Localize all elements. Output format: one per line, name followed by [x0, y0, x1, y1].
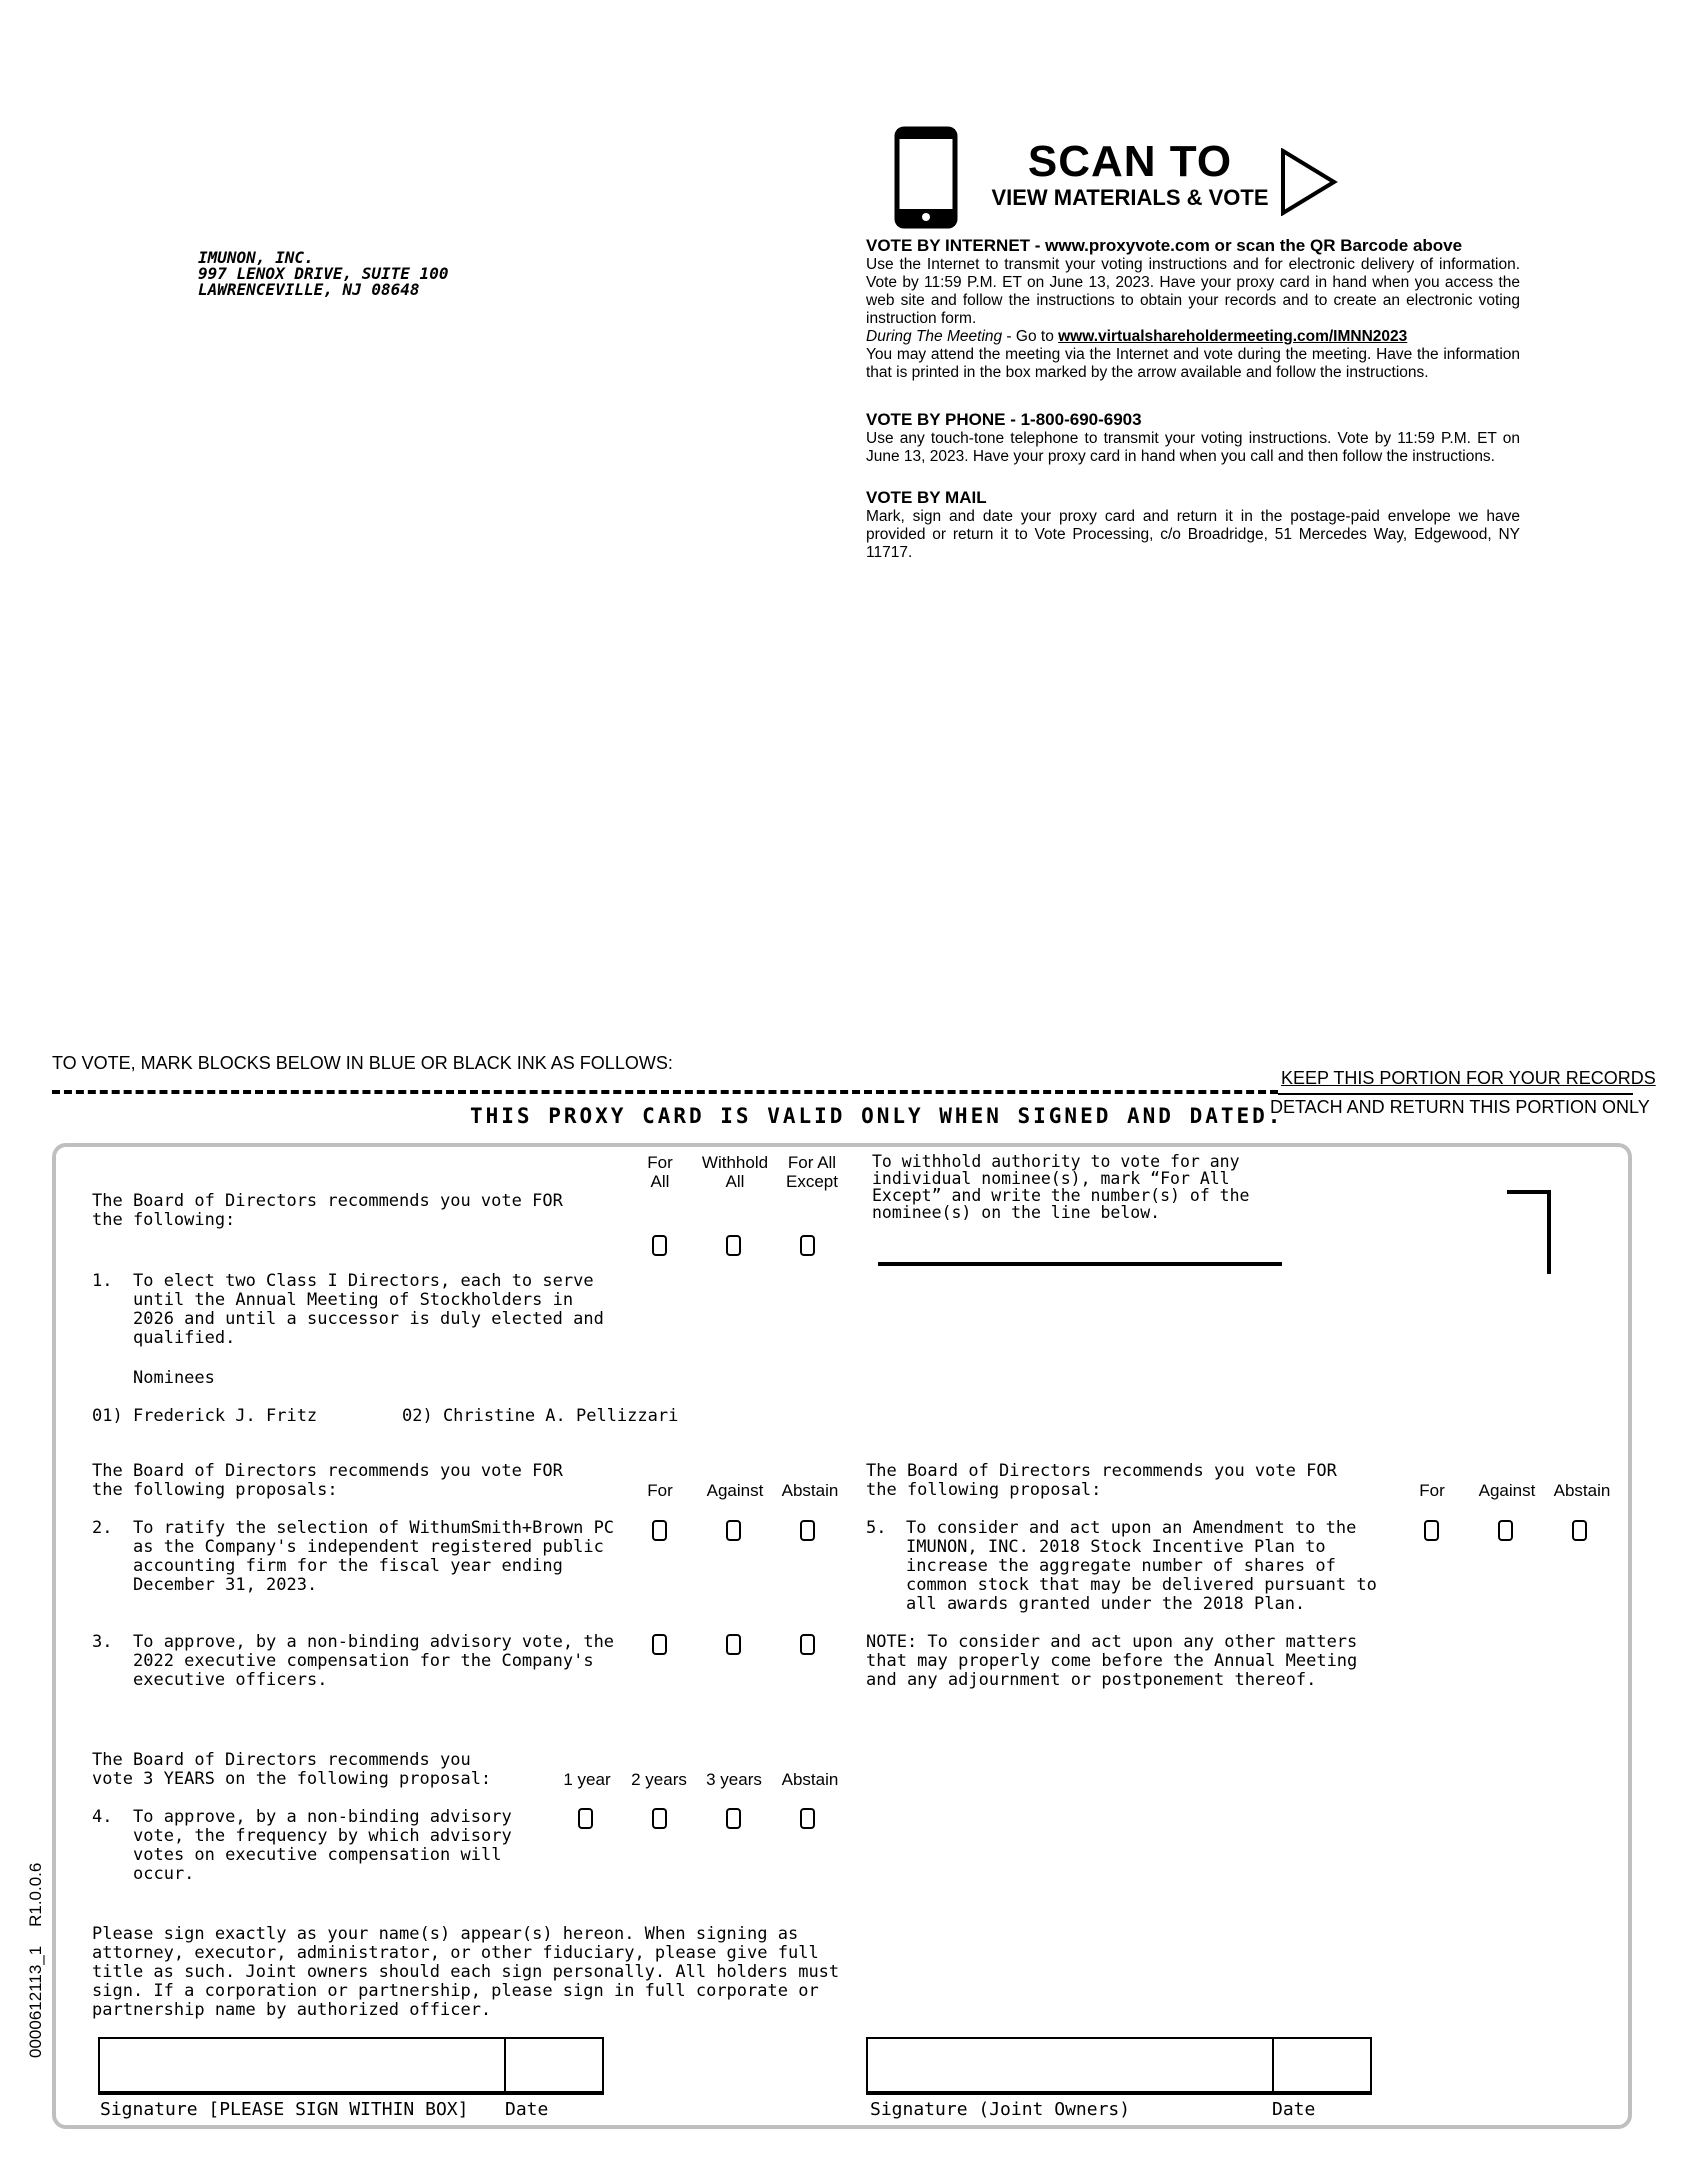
col-2years: 2 years — [631, 1770, 687, 1789]
detach-line-right — [1278, 1093, 1633, 1095]
item4-text: To approve, by a non-binding advisory vote, the frequency by which advisory votes on executive compensation will occur. — [133, 1807, 512, 1884]
item4-number: 4. — [92, 1807, 113, 1827]
recommend-section3: The Board of Directors recommends you vote FOR the following proposal: — [866, 1461, 1337, 1500]
meeting-line — [866, 328, 1520, 346]
company-address-line1: 997 LENOX DRIVE, SUITE 100 — [198, 264, 449, 283]
col-against-s3: Against — [1478, 1481, 1536, 1500]
item3-text: To approve, by a non-binding advisory vote, the 2022 executive compensation for the Company's executive officers. — [133, 1632, 615, 1690]
scan-subtitle: VIEW MATERIALS & VOTE — [991, 185, 1269, 210]
vote-internet-heading: VOTE BY INTERNET - www.proxyvote.com or scan the QR Barcode above — [866, 236, 1463, 255]
checkbox-item3-abstain[interactable] — [800, 1634, 815, 1655]
nominee-number-line[interactable] — [878, 1262, 1282, 1266]
scan-title: SCAN TO — [1027, 137, 1233, 186]
col-3years: 3 years — [706, 1770, 762, 1789]
item5-text: To consider and act upon an Amendment to the IMUNON, INC. 2018 Stock Incentive Plan to increase the aggregate number of shares of common stock that may be delivered pursuant to all awards granted under the 2018 Plan. — [906, 1518, 1377, 1614]
signature-label: Signature [PLEASE SIGN WITHIN BOX] — [100, 2099, 469, 2120]
col-for-all-except: For All Except — [786, 1153, 838, 1191]
vote-mail-body: Mark, sign and date your proxy card and return it in the postage-paid envelope we have provided or return it to Vote Processing, c/o Broadridge, 51 Mercedes Way, Edgewood, NY 11717. — [866, 508, 1520, 561]
col-for-s2: For — [647, 1481, 673, 1500]
mark-instructions: TO VOTE, MARK BLOCKS BELOW IN BLUE OR BLACK INK AS FOLLOWS: — [52, 1053, 673, 1073]
checkbox-item4-2years[interactable] — [652, 1808, 667, 1829]
note-text: NOTE: To consider and act upon any other matters that may properly come before the Annual Meeting and any adjournment or postponement thereof. — [866, 1632, 1358, 1690]
checkbox-item3-for[interactable] — [652, 1634, 667, 1655]
checkbox-item2-against[interactable] — [726, 1520, 741, 1541]
phone-icon — [894, 126, 958, 229]
meeting-url-link[interactable]: www.virtualshareholdermeeting.com/IMNN2023 — [1058, 328, 1408, 345]
vote-phone-body: Use any touch-tone telephone to transmit your voting instructions. Vote by 11:59 P.M. ET on June 13, 2023. Have your proxy card in hand when you call and then follow the instructions. — [866, 430, 1520, 465]
valid-notice: THIS PROXY CARD IS VALID ONLY WHEN SIGNED AND DATED. — [470, 1104, 1284, 1128]
nominee-1: 01) Frederick J. Fritz — [92, 1406, 318, 1426]
detach-portion-label: DETACH AND RETURN THIS PORTION ONLY — [1270, 1097, 1650, 1117]
col-abstain-s2: Abstain — [781, 1481, 839, 1500]
checkbox-item2-for[interactable] — [652, 1520, 667, 1541]
joint-date-label: Date — [1272, 2099, 1316, 2120]
col-abstain-s3: Abstain — [1553, 1481, 1611, 1500]
col-for-s3: For — [1419, 1481, 1445, 1500]
checkbox-item3-against[interactable] — [726, 1634, 741, 1655]
sign-instructions: Please sign exactly as your name(s) appear(s) hereon. When signing as attorney, executor, administrator, or other fiduciary, please give full title as such. Joint owners should each sign personally. All holders must sign. If a corporation or partnership, please sign in full corporate or partnership name by authorized officer. — [92, 1924, 840, 2020]
recommend-section1: The Board of Directors recommends you vote FOR the following: — [92, 1191, 563, 1230]
detach-line — [52, 1090, 1278, 1094]
checkbox-item4-1year[interactable] — [578, 1808, 593, 1829]
item2-number: 2. — [92, 1518, 113, 1538]
joint-signature-date-divider — [1272, 2039, 1274, 2091]
item1-text: To elect two Class I Directors, each to serve until the Annual Meeting of Stockholders in 2026 and until a successor is duly elected and qualified. — [133, 1271, 604, 1348]
checkbox-item5-abstain[interactable] — [1572, 1520, 1587, 1541]
col-abstain-s4: Abstain — [781, 1770, 839, 1789]
checkbox-item5-against[interactable] — [1498, 1520, 1513, 1541]
col-for-all: For All — [647, 1153, 673, 1191]
item1-number: 1. — [92, 1271, 113, 1291]
col-against-s2: Against — [706, 1481, 764, 1500]
nominees-label: Nominees — [133, 1368, 215, 1388]
nominee-2: 02) Christine A. Pellizzari — [402, 1406, 679, 1426]
vote-by-mail — [866, 488, 1520, 562]
vote-phone-heading: VOTE BY PHONE - 1-800-690-6903 — [866, 410, 1142, 429]
checkbox-item4-3years[interactable] — [726, 1808, 741, 1829]
joint-signature-box[interactable] — [866, 2037, 1372, 2095]
vote-by-phone — [866, 410, 1520, 466]
col-1year: 1 year — [563, 1770, 611, 1789]
checkbox-withhold-all[interactable] — [726, 1235, 741, 1256]
meeting-label: During The Meeting — [866, 328, 1003, 345]
corner-mark — [1507, 1190, 1551, 1274]
vote-internet-body: Use the Internet to transmit your voting instructions and for electronic delivery of information. Vote by 11:59 P.M. ET on June 13, 2023. Have your proxy card in hand when you access the web site and follow the instructions to obtain your records and to create an electronic voting instruction form. — [866, 256, 1520, 327]
keep-portion-label: KEEP THIS PORTION FOR YOUR RECORDS — [1281, 1068, 1656, 1088]
item5-number: 5. — [866, 1518, 887, 1538]
checkbox-item4-abstain[interactable] — [800, 1808, 815, 1829]
item2-text: To ratify the selection of WithumSmith+Brown PC as the Company's independent registered public accounting firm for the fiscal year ending December 31, 2023. — [133, 1518, 615, 1595]
joint-signature-label: Signature (Joint Owners) — [870, 2099, 1131, 2120]
company-address — [198, 250, 448, 298]
vote-mail-heading: VOTE BY MAIL — [866, 488, 987, 507]
recommend-section2: The Board of Directors recommends you vote FOR the following proposals: — [92, 1461, 563, 1500]
company-address-line2: LAWRENCEVILLE, NJ 08648 — [198, 280, 420, 299]
meeting-go: - Go to — [1002, 328, 1059, 345]
checkbox-for-all[interactable] — [652, 1235, 667, 1256]
recommend-section4: The Board of Directors recommends you vote 3 YEARS on the following proposal: — [92, 1750, 492, 1789]
play-arrow-icon — [1280, 148, 1338, 216]
checkbox-item2-abstain[interactable] — [800, 1520, 815, 1541]
date-label: Date — [505, 2099, 549, 2120]
col-withhold-all: Withhold All — [701, 1153, 769, 1191]
company-name: IMUNON, INC. — [198, 248, 314, 267]
meeting-body: You may attend the meeting via the Internet and vote during the meeting. Have the information that is printed in the box marked by the arrow available and follow the instructions. — [866, 346, 1520, 381]
item3-number: 3. — [92, 1632, 113, 1652]
signature-box[interactable] — [98, 2037, 604, 2095]
checkbox-item5-for[interactable] — [1424, 1520, 1439, 1541]
vote-by-internet — [866, 236, 1520, 382]
signature-date-divider — [504, 2039, 506, 2091]
document-id: 0000612113_1 R1.0.0.6 — [26, 1862, 45, 2058]
checkbox-for-all-except[interactable] — [800, 1235, 815, 1256]
withhold-note: To withhold authority to vote for any individual nominee(s), mark “For All Except” and write the number(s) of the nominee(s) on the line below. — [872, 1152, 1250, 1222]
